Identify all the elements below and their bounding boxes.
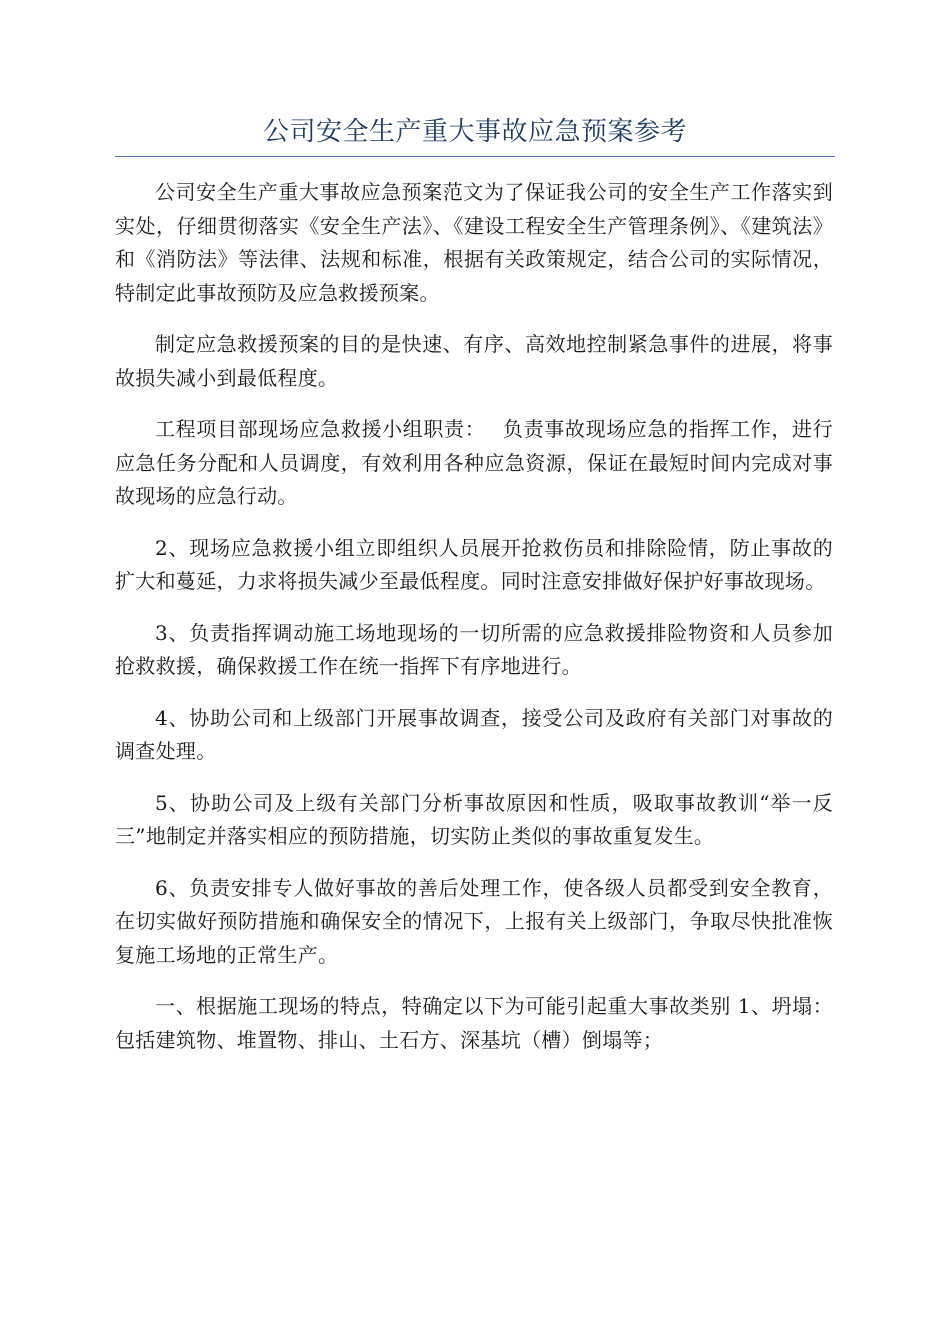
paragraph-item-3: 3、负责指挥调动施工场地现场的一切所需的应急救援排险物资和人员参加抢救救援，确保救援工作在统一指挥下有序地进行。 <box>115 620 833 678</box>
title-underline <box>115 156 835 157</box>
document-body <box>115 176 833 1075</box>
paragraph-item-4: 4、协助公司和上级部门开展事故调查，接受公司及政府有关部门对事故的调查处理。 <box>115 705 833 763</box>
paragraph-purpose: 制定应急救援预案的目的是快速、有序、高效地控制紧急事件的进展，将事故损失减小到最低程度。 <box>115 332 833 390</box>
paragraph-item-6: 6、负责安排专人做好事故的善后处理工作，使各级人员都受到安全教育，在切实做好预防措施和确保安全的情况下，上报有关上级部门，争取尽快批准恢复施工场地的正常生产。 <box>115 875 833 967</box>
document-title: 公司安全生产重大事故应急预案参考 <box>262 117 687 147</box>
paragraph-item-5: 5、协助公司及上级有关部门分析事故原因和性质，吸取事故教训“举一反三”地制定并落实相应的预防措施，切实防止类似的事故重复发生。 <box>115 790 833 848</box>
paragraph-section-1: 一、根据施工现场的特点，特确定以下为可能引起重大事故类别 1、坍塌：包括建筑物、堆置物、排山、土石方、深基坑（槽）倒塌等； <box>115 994 833 1052</box>
paragraph-intro: 公司安全生产重大事故应急预案范文为了保证我公司的安全生产工作落实到实处，仔细贯彻落实《安全生产法》、《建设工程安全生产管理条例》、《建筑法》和《消防法》等法律、法规和标准，根据有关政策规定，结合公司的实际情况，特制定此事故预防及应急救援预案。 <box>115 180 833 305</box>
paragraph-team-duties: 工程项目部现场应急救援小组职责： 负责事故现场应急的指挥工作，进行应急任务分配和人员调度，有效利用各种应急资源，保证在最短时间内完成对事故现场的应急行动。 <box>115 417 833 508</box>
paragraph-item-2: 2、现场应急救援小组立即组织人员展开抢救伤员和排除险情，防止事故的扩大和蔓延，力求将损失减少至最低程度。同时注意安排做好保护好事故现场。 <box>115 535 833 593</box>
